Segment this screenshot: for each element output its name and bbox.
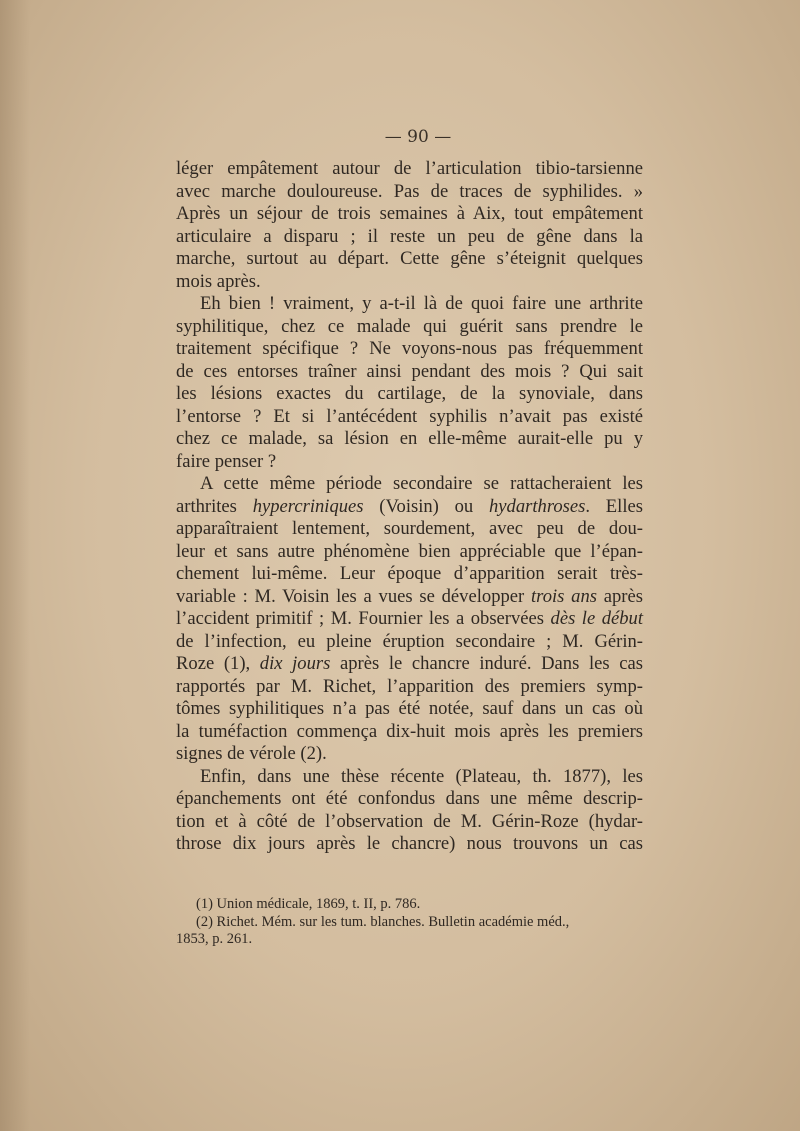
text-run: Roze (1), xyxy=(176,653,260,674)
text-line: la tuméfaction commença dix-huit mois après les premiers xyxy=(176,720,643,742)
text-line: Enfin, dans une thèse récente (Plateau, th. 1877), les xyxy=(200,765,643,787)
text-line: chez ce malade, sa lésion en elle-même aurait-elle pu y xyxy=(176,428,643,449)
footnote-2-continued: 1853, p. 261. xyxy=(176,931,253,947)
italic-term: trois ans xyxy=(531,585,597,607)
text-line xyxy=(176,608,643,631)
text-line: apparaîtraient lentement, sourdement, avec peu de dou- xyxy=(176,518,643,539)
text-line: marche, surtout au départ. Cette gêne s’éteignit quelques xyxy=(176,248,643,269)
text-line: les lésions exactes du cartilage, de la synoviale, dans xyxy=(176,383,643,404)
text-run: . Elles xyxy=(585,495,643,517)
text-line: rapportés par M. Richet, l’apparition des premiers symp- xyxy=(176,675,643,697)
text-run: (Voisin) ou xyxy=(363,495,489,517)
text-line: throse dix jours après le chancre) nous trouvons un cas xyxy=(176,833,643,854)
text-line: traitement spécifique ? Ne voyons-nous pas fréquemment xyxy=(176,338,643,359)
text-run: l’accident primitif ; M. Fournier les a observées xyxy=(176,608,551,629)
text-line: de l’infection, eu pleine éruption secondaire ; M. Gérin- xyxy=(176,630,643,652)
text-line: faire penser ? xyxy=(176,450,277,472)
text-line: chement lui-même. Leur époque d’apparition serait très- xyxy=(176,563,643,584)
italic-term: dès le début xyxy=(550,608,643,629)
text-line xyxy=(176,496,643,519)
text-line: de ces entorses traîner ainsi pendant des mois ? Qui sait xyxy=(176,360,643,382)
italic-term: hydarthroses xyxy=(488,495,586,517)
text-line: Eh bien ! vraiment, y a-t-il là de quoi faire une arthrite xyxy=(200,293,643,314)
text-line xyxy=(176,586,643,609)
text-line: Après un séjour de trois semaines à Aix, tout empâtement xyxy=(176,203,643,224)
text-line: A cette même période secondaire se rattacheraient les xyxy=(200,473,643,494)
text-line: épanchements ont été confondus dans une même descrip- xyxy=(176,788,643,809)
text-run: après le chancre induré. Dans les cas xyxy=(330,653,643,674)
page-spine-shadow xyxy=(0,0,30,1131)
text-run: après xyxy=(597,585,643,607)
footnote-2: (2) Richet. Mém. sur les tum. blanches. Bulletin académie méd., xyxy=(196,913,570,930)
italic-term: hypercriniques xyxy=(252,495,364,517)
text-run: variable : M. Voisin les a vues se développer xyxy=(176,585,531,607)
footnote-1: (1) Union médicale, 1869, t. II, p. 786. xyxy=(196,896,421,912)
text-line: tômes syphilitiques n’a pas été notée, sauf dans un cas où xyxy=(176,698,643,719)
body-text xyxy=(176,158,643,856)
text-line: l’entorse ? Et si l’antécédent syphilis n’avait pas existé xyxy=(176,405,643,427)
paragraph-3 xyxy=(176,473,643,766)
text-line: tion et à côté de l’observation de M. Gérin-Roze (hydar- xyxy=(176,810,643,832)
text-line: léger empâtement autour de l’articulation tibio-tarsienne xyxy=(176,158,643,179)
text-line: mois après. xyxy=(176,270,261,292)
text-line xyxy=(176,653,643,676)
text-line: leur et sans autre phénomène bien appréciable que l’épan- xyxy=(176,540,643,562)
text-line: articulaire a disparu ; il reste un peu de gêne dans la xyxy=(176,225,643,247)
text-line: avec marche douloureuse. Pas de traces de syphilides. » xyxy=(176,180,643,202)
text-line: signes de vérole (2). xyxy=(176,743,327,764)
paragraph-1 xyxy=(176,158,643,293)
text-run: arthrites xyxy=(176,495,253,517)
paragraph-4 xyxy=(176,766,643,856)
page-number: — 90 — xyxy=(384,127,452,147)
text-line: syphilitique, chez ce malade qui guérit sans prendre le xyxy=(176,315,643,337)
footnotes xyxy=(176,896,643,949)
paragraph-2 xyxy=(176,293,643,473)
italic-term: dix jours xyxy=(259,653,331,674)
